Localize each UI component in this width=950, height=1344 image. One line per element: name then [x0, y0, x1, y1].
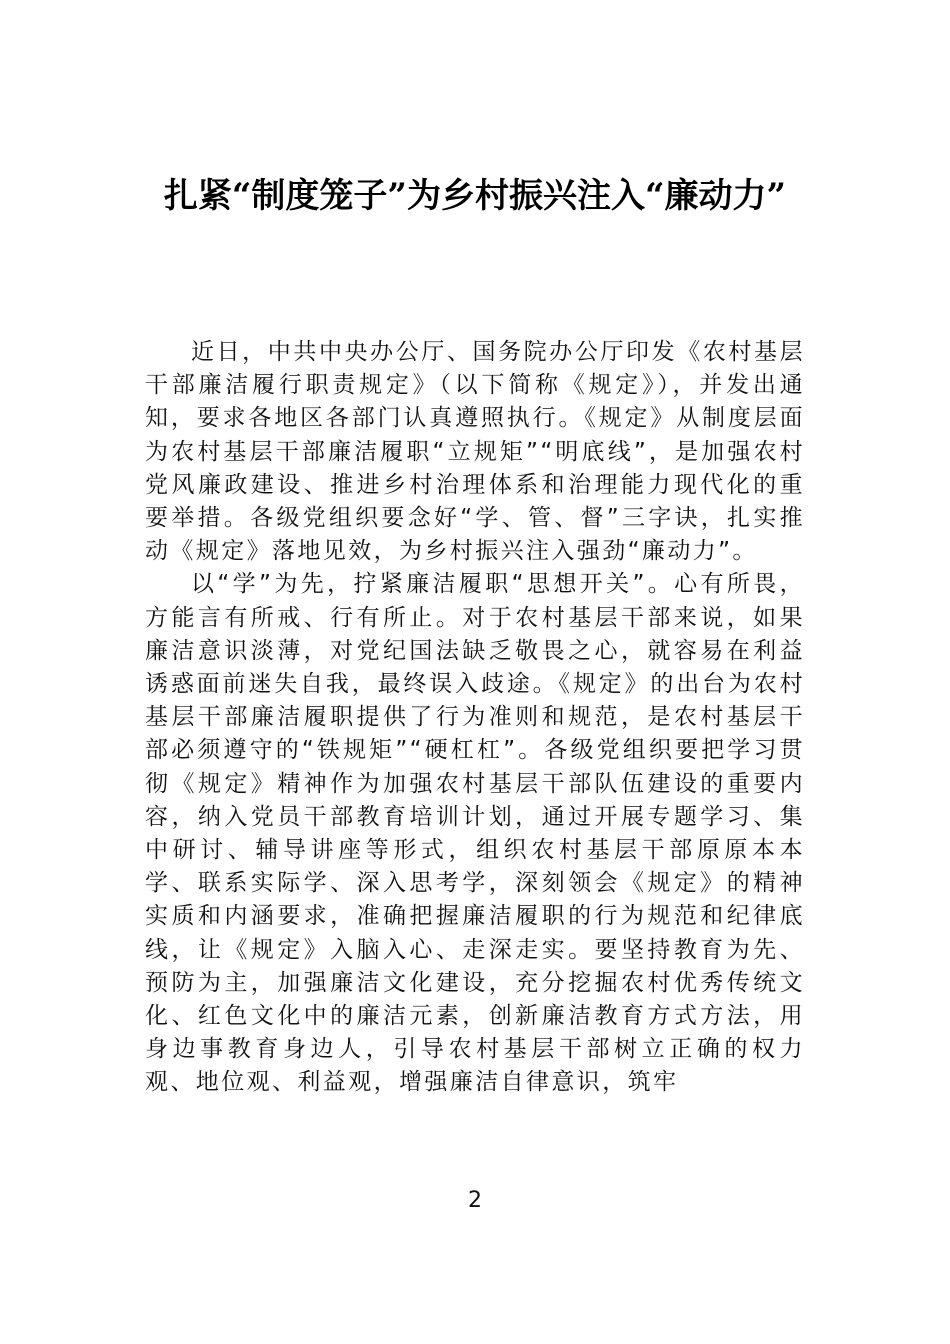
- paragraph: 以“学”为先，拧紧廉洁履职“思想开关”。心有所畏，方能言有所戒、行有所止。对于农村基层干部来说，如果廉洁意识淡薄，对党纪国法缺乏敬畏之心，就容易在利益诱惑面前迷失自我，最终误入歧途。《规定》的出台为农村基层干部廉洁履职提供了行为准则和规范，是农村基层干部必须遵守的“铁规矩”“硬杠杠”。各级党组织要把学习贯彻《规定》精神作为加强农村基层干部队伍建设的重要内容，纳入党员干部教育培训计划，通过开展专题学习、集中研讨、辅导讲座等形式，组织农村基层干部原原本本学、联系实际学、深入思考学，深刻领会《规定》的精神实质和内涵要求，准确把握廉洁履职的行为规范和纪律底线，让《规定》入脑入心、走深走实。要坚持教育为先、预防为主，加强廉洁文化建设，充分挖掘农村优秀传统文化、红色文化中的廉洁元素，创新廉洁教育方式方法，用身边事教育身边人，引导农村基层干部树立正确的权力观、地位观、利益观，增强廉洁自律意识，筑牢: [145, 571, 805, 1096]
- document-body: [145, 336, 805, 1100]
- page-number: 2: [468, 1188, 482, 1213]
- paragraph: 近日，中共中央办公厅、国务院办公厅印发《农村基层干部廉洁履行职责规定》（以下简称《规定》），并发出通知，要求各地区各部门认真遵照执行。《规定》从制度层面为农村基层干部廉洁履职“立规矩”“明底线”，是加强农村党风廉政建设、推进乡村治理体系和治理能力现代化的重要举措。各级党组织要念好“学、管、督”三字诀，扎实推动《规定》落地见效，为乡村振兴注入强劲“廉动力”。: [145, 339, 805, 565]
- document-title: 扎紧“制度笼子”为乡村振兴注入“廉动力”: [163, 176, 787, 216]
